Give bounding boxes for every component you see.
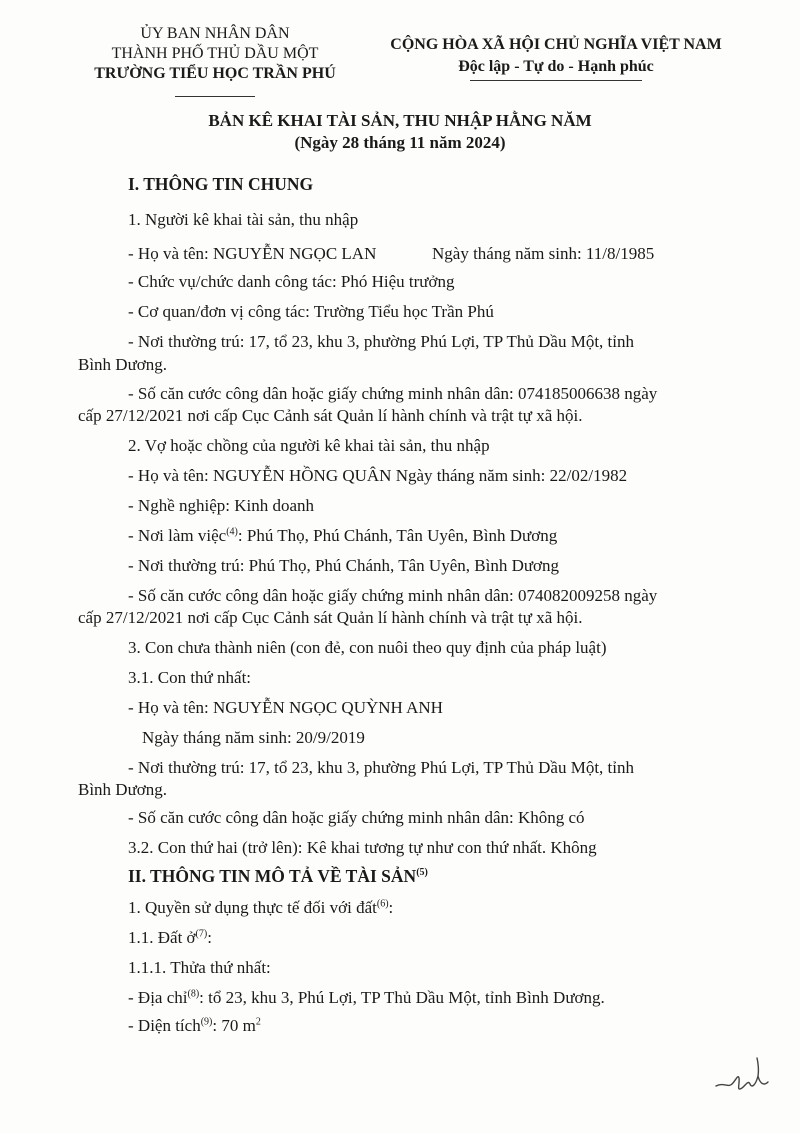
spouse-workplace-label: - Nơi làm việc <box>128 526 227 545</box>
declarant-id-cont: cấp 27/12/2021 nơi cấp Cục Cảnh sát Quản lí hành chính và trật tự xã hội. <box>78 406 583 425</box>
parcel-1-area <box>128 1016 261 1036</box>
issuing-agency <box>78 24 352 84</box>
motto: Độc lập - Tự do - Hạnh phúc <box>458 58 654 75</box>
spouse-id: - Số căn cước công dân hoặc giấy chứng minh nhân dân: 074082009258 ngày <box>128 586 658 605</box>
child-1-residence-cont: Bình Dương. <box>78 780 168 799</box>
residential-land-heading <box>128 928 212 948</box>
spouse-residence: - Nơi thường trú: Phú Thọ, Phú Chánh, Tân Uyên, Bình Dương <box>128 556 560 575</box>
footnote-ref-8: (8) <box>187 988 200 1000</box>
section-2-heading <box>128 866 428 887</box>
section-1-heading: I. THÔNG TIN CHUNG <box>128 174 314 194</box>
national-motto <box>360 34 752 78</box>
child-2-note: 3.2. Con thứ hai (trở lên): Kê khai tương tự như con thứ nhất. Không <box>128 838 597 857</box>
agency-underline <box>175 96 255 97</box>
agency-line-1: ỦY BAN NHÂN DÂN <box>140 25 290 42</box>
child-1-id: - Số căn cước công dân hoặc giấy chứng minh nhân dân: Không có <box>128 808 585 827</box>
spouse-name: - Họ và tên: NGUYỄN HỒNG QUÂN Ngày tháng năm sinh: 22/02/1982 <box>128 466 628 485</box>
declarant-position: - Chức vụ/chức danh công tác: Phó Hiệu trưởng <box>128 272 455 291</box>
land-use-colon: : <box>388 898 394 917</box>
declarant-residence: - Nơi thường trú: 17, tổ 23, khu 3, phường Phú Lợi, TP Thủ Dầu Một, tỉnh <box>128 332 634 351</box>
document-title: BẢN KÊ KHAI TÀI SẢN, THU NHẬP HẰNG NĂM <box>208 111 592 130</box>
footnote-ref-4: (4) <box>226 526 238 538</box>
parcel-1-address <box>128 988 605 1008</box>
footnote-ref-9: (9) <box>200 1016 213 1028</box>
residential-land-colon: : <box>207 928 212 947</box>
children-heading: 3. Con chưa thành niên (con đẻ, con nuôi theo quy định của pháp luật) <box>128 638 607 657</box>
spouse-job: - Nghề nghiệp: Kinh doanh <box>128 496 315 515</box>
declarant-name: - Họ và tên: NGUYỄN NGỌC LAN <box>128 244 377 263</box>
child-1-dob: Ngày tháng năm sinh: 20/9/2019 <box>142 728 365 747</box>
handwritten-initials <box>712 1054 772 1104</box>
area-value: : 70 m <box>212 1016 256 1035</box>
area-unit-exponent: 2 <box>255 1016 261 1028</box>
footnote-ref-6: (6) <box>376 898 389 910</box>
child-1-name: - Họ và tên: NGUYỄN NGỌC QUỲNH ANH <box>128 698 443 717</box>
footnote-ref-5: (5) <box>416 867 428 879</box>
spouse-workplace <box>128 526 557 546</box>
declarant-agency: - Cơ quan/đơn vị công tác: Trường Tiểu học Trần Phú <box>128 302 494 321</box>
address-label: - Địa chỉ <box>128 988 188 1007</box>
declarant-dob: Ngày tháng năm sinh: 11/8/1985 <box>432 244 655 263</box>
declarant-residence-cont: Bình Dương. <box>78 355 168 374</box>
section-2-title: II. THÔNG TIN MÔ TẢ VỀ TÀI SẢN <box>128 866 417 886</box>
spouse-heading: 2. Vợ hoặc chồng của người kê khai tài sản, thu nhập <box>128 436 490 455</box>
address-value: : tổ 23, khu 3, Phú Lợi, TP Thủ Dầu Một, tỉnh Bình Dương. <box>199 988 605 1007</box>
land-use-heading <box>128 898 393 918</box>
spouse-workplace-value: : Phú Thọ, Phú Chánh, Tân Uyên, Bình Dương <box>237 526 558 545</box>
footnote-ref-7: (7) <box>195 928 208 940</box>
declarant-heading: 1. Người kê khai tài sản, thu nhập <box>128 210 359 229</box>
parcel-1-heading: 1.1.1. Thửa thứ nhất: <box>128 958 271 977</box>
residential-land-label: 1.1. Đất ở <box>128 928 196 947</box>
child-1-heading: 3.1. Con thứ nhất: <box>128 668 252 687</box>
area-label: - Diện tích <box>128 1016 201 1035</box>
agency-line-3: TRƯỜNG TIỂU HỌC TRẦN PHÚ <box>94 65 336 82</box>
spouse-id-cont: cấp 27/12/2021 nơi cấp Cục Cảnh sát Quản lí hành chính và trật tự xã hội. <box>78 608 583 627</box>
declarant-id: - Số căn cước công dân hoặc giấy chứng minh nhân dân: 074185006638 ngày <box>128 384 658 403</box>
document-date: (Ngày 28 tháng 11 năm 2024) <box>294 133 506 152</box>
national-name: CỘNG HÒA XÃ HỘI CHỦ NGHĨA VIỆT NAM <box>390 36 722 53</box>
child-1-residence: - Nơi thường trú: 17, tổ 23, khu 3, phường Phú Lợi, TP Thủ Dầu Một, tỉnh <box>128 758 634 777</box>
motto-underline <box>470 80 642 81</box>
agency-line-2: THÀNH PHỐ THỦ DẦU MỘT <box>111 45 319 62</box>
land-use-label: 1. Quyền sử dụng thực tế đối với đất <box>128 898 377 917</box>
